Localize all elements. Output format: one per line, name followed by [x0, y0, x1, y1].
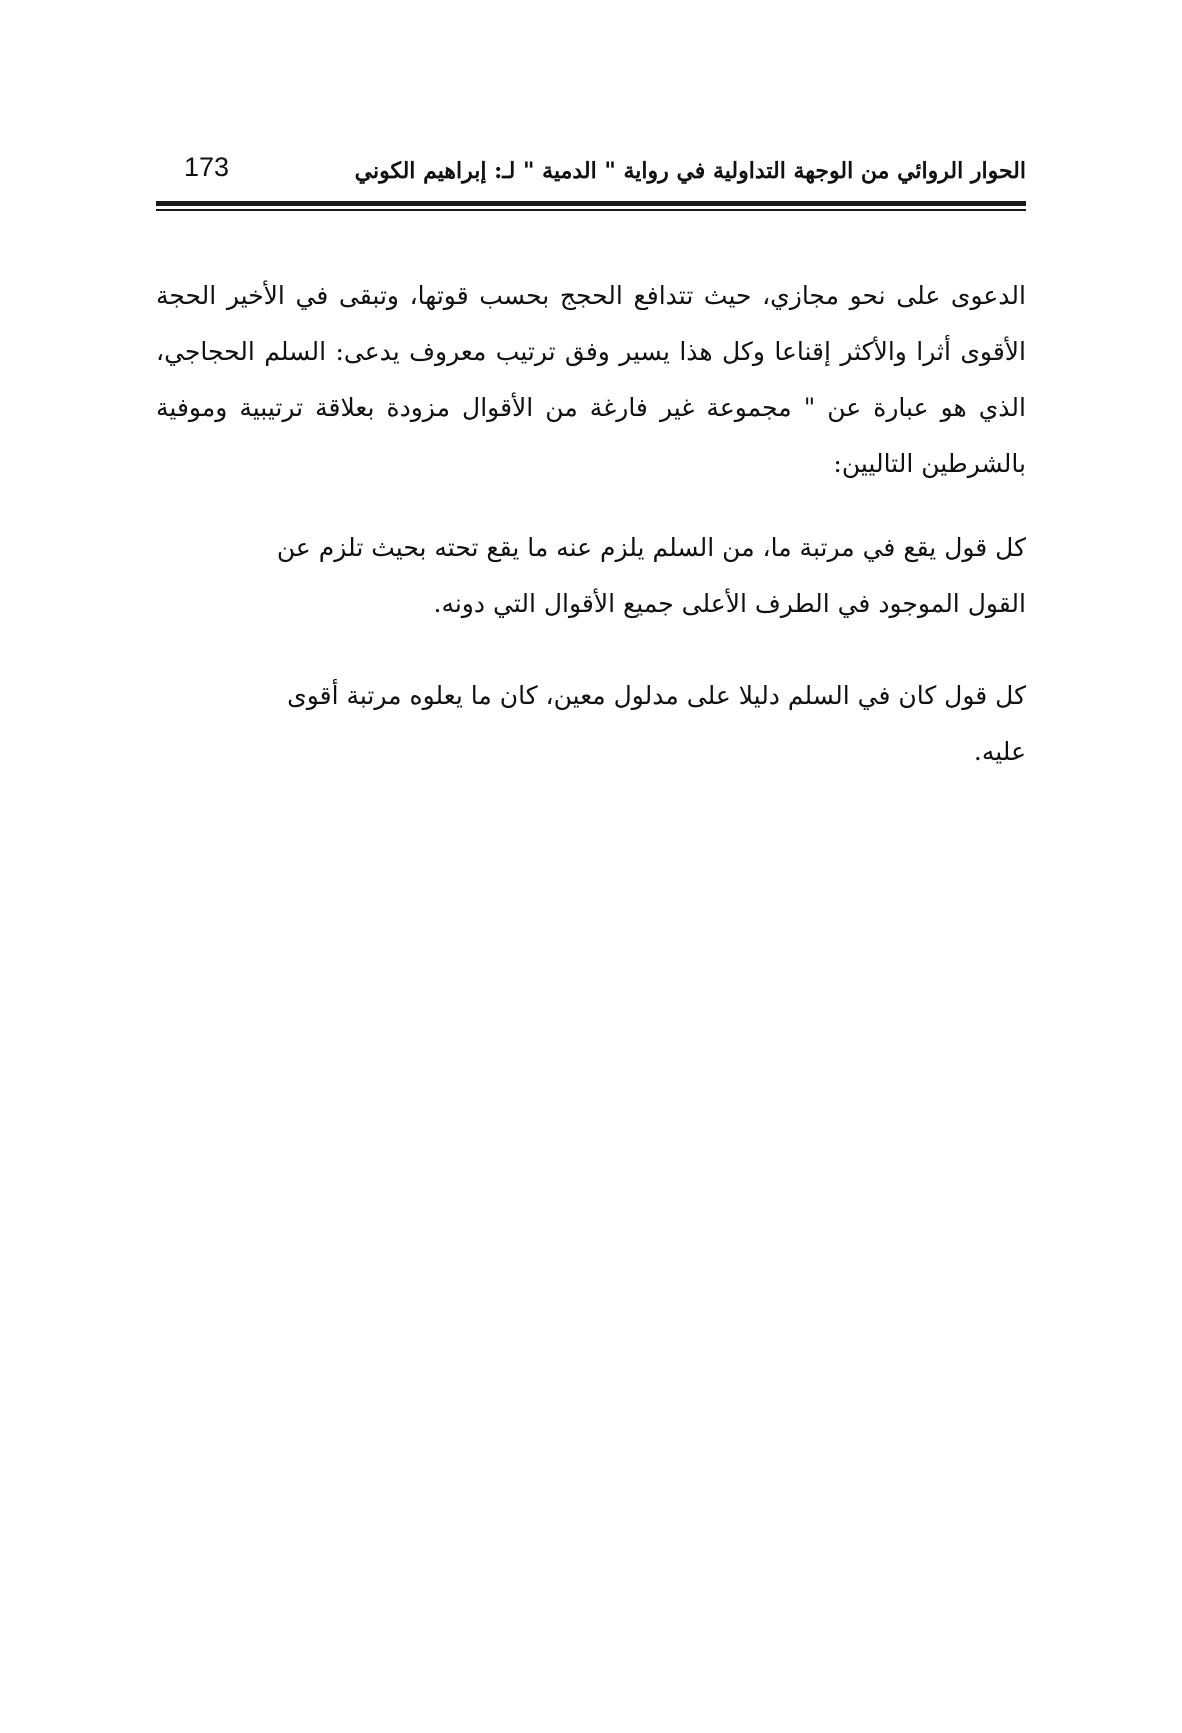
running-header: [156, 150, 1026, 200]
header-rule-thin: [156, 209, 1026, 211]
header-title: الحوار الروائي من الوجهة التداولية في رواية " الدمية " لـ: إبراهيم الكوني: [354, 158, 1026, 184]
condition-2-line-1: كل قول كان في السلم دليلا على مدلول معين، كان ما يعلوه مرتبة أقوى: [287, 681, 1026, 710]
condition-1-line-2: القول الموجود في الطرف الأعلى جميع الأقوال التي دونه.: [433, 589, 1026, 618]
body-paragraph: [156, 268, 1026, 492]
page-number: 173: [184, 152, 230, 182]
ladder-condition-1: [156, 520, 1026, 632]
ladder-condition-2: [156, 668, 1026, 780]
header-rule-thick: [156, 201, 1026, 206]
condition-2-line-2: عليه.: [973, 737, 1026, 766]
paragraph-text: الدعوى على نحو مجازي، حيث تتدافع الحجج بحسب قوتها، وتبقى في الأخير الحجة الأقوى أثرا والأكثر إقناعا وكل هذا يسير وفق ترتيب معروف يدعى: السلم الحجاجي، الذي هو عبارة عن " مجموعة غير فارغة من الأقوال مزودة بعلاقة ترتيبية وموفية بالشرطين التاليين:: [156, 281, 1026, 478]
condition-1-line-1: كل قول يقع في مرتبة ما، من السلم يلزم عنه ما يقع تحته بحيث تلزم عن: [276, 533, 1026, 562]
